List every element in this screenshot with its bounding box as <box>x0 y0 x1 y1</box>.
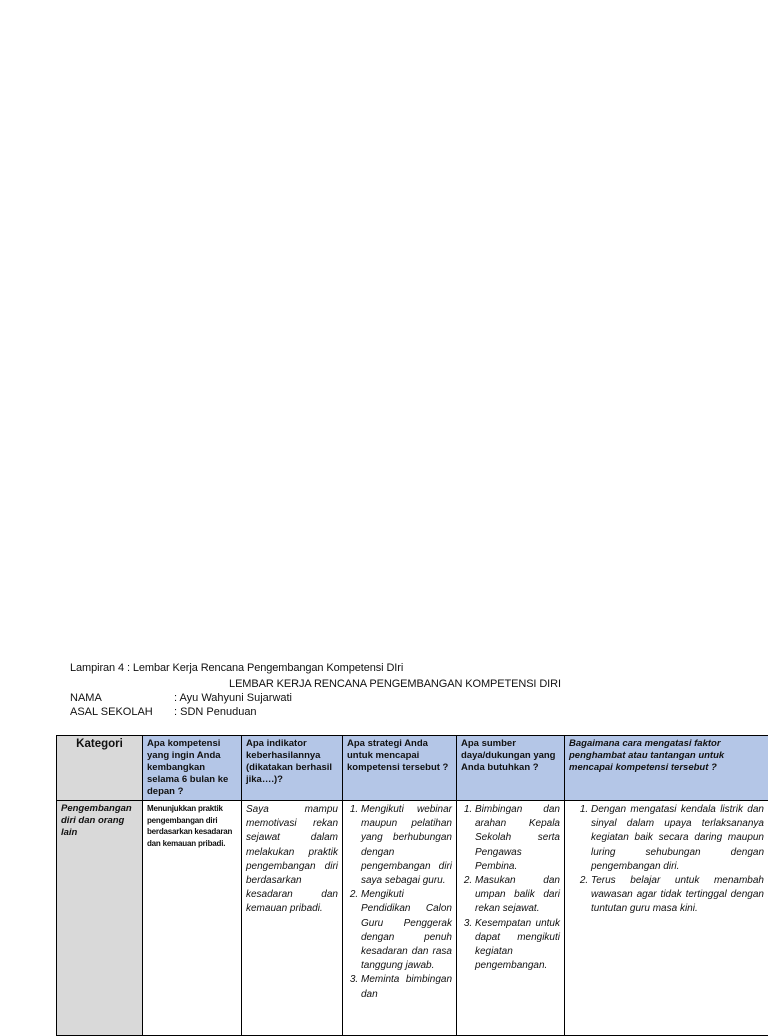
cell-kategori: Pengembangan diri dan orang lain <box>57 801 143 1036</box>
asal-sekolah-value: : SDN Penuduan <box>174 706 257 718</box>
header-sumber-daya: Apa sumber daya/dukungan yang Anda butuhkan ? <box>457 736 565 801</box>
header-strategi: Apa strategi Anda untuk mencapai kompetensi tersebut ? <box>343 736 457 801</box>
list-item: 2. Terus belajar untuk menambah wawasan agar tidak tertinggal dengan tuntutan guru masa kini. <box>591 874 764 917</box>
list-item: 2. Masukan dan umpan balik dari rekan sejawat. <box>475 874 560 917</box>
header-cara-mengatasi: Bagaimana cara mengatasi faktor penghambat atau tantangan untuk mencapai kompetensi tersebut ? <box>565 736 768 801</box>
list-item: 1. Bimbingan dan arahan Kepala Sekolah serta Pengawas Pembina. <box>475 803 560 874</box>
cell-cara-mengatasi <box>565 801 768 1036</box>
cara-mengatasi-list <box>569 803 764 917</box>
strategi-list <box>347 803 452 1002</box>
nama-row <box>70 692 292 704</box>
header-kategori: Kategori <box>57 736 143 801</box>
header-indikator: Apa indikator keberhasilannya (dikatakan berhasil jika….)? <box>242 736 343 801</box>
table-header-row <box>57 736 768 801</box>
list-item: 3. Kesempatan untuk dapat mengikuti kegiatan pengembangan. <box>475 917 560 974</box>
list-item: 3. Meminta bimbingan dan <box>361 973 452 1001</box>
list-item: 1. Mengikuti webinar maupun pelatihan yang berhubungan dengan pengembangan diri saya sebagai guru. <box>361 803 452 888</box>
cell-sumber-daya <box>457 801 565 1036</box>
cell-strategi <box>343 801 457 1036</box>
nama-value: : Ayu Wahyuni Sujarwati <box>174 692 292 704</box>
table-row <box>57 801 768 1036</box>
cell-indikator: Saya mampu memotivasi rekan sejawat dalam melakukan praktik pengembangan diri berdasarkan kesadaran dan kemauan pribadi. <box>242 801 343 1036</box>
list-item: 1. Dengan mengatasi kendala listrik dan sinyal dalam upaya terlaksananya kegiatan baik secara daring maupun luring sehubungan dengan pengembangan diri. <box>591 803 764 874</box>
attachment-caption: Lampiran 4 : Lembar Kerja Rencana Pengembangan Kompetensi DIri <box>70 662 403 674</box>
header-kompetensi: Apa kompetensi yang ingin Anda kembangkan selama 6 bulan ke depan ? <box>143 736 242 801</box>
asal-sekolah-row <box>70 706 257 718</box>
list-item: 2. Mengikuti Pendidikan Calon Guru Penggerak dengan penuh kesadaran dan rasa tanggung jawab. <box>361 888 452 973</box>
sumber-daya-list <box>461 803 560 973</box>
nama-label: NAMA <box>70 692 174 704</box>
asal-sekolah-label: ASAL SEKOLAH <box>70 706 174 718</box>
competency-plan-table <box>56 735 768 1036</box>
cell-kompetensi: Menunjukkan praktik pengembangan diri berdasarkan kesadaran dan kemauan pribadi. <box>143 801 242 1036</box>
worksheet-title: LEMBAR KERJA RENCANA PENGEMBANGAN KOMPETENSI DIRI <box>0 678 768 690</box>
